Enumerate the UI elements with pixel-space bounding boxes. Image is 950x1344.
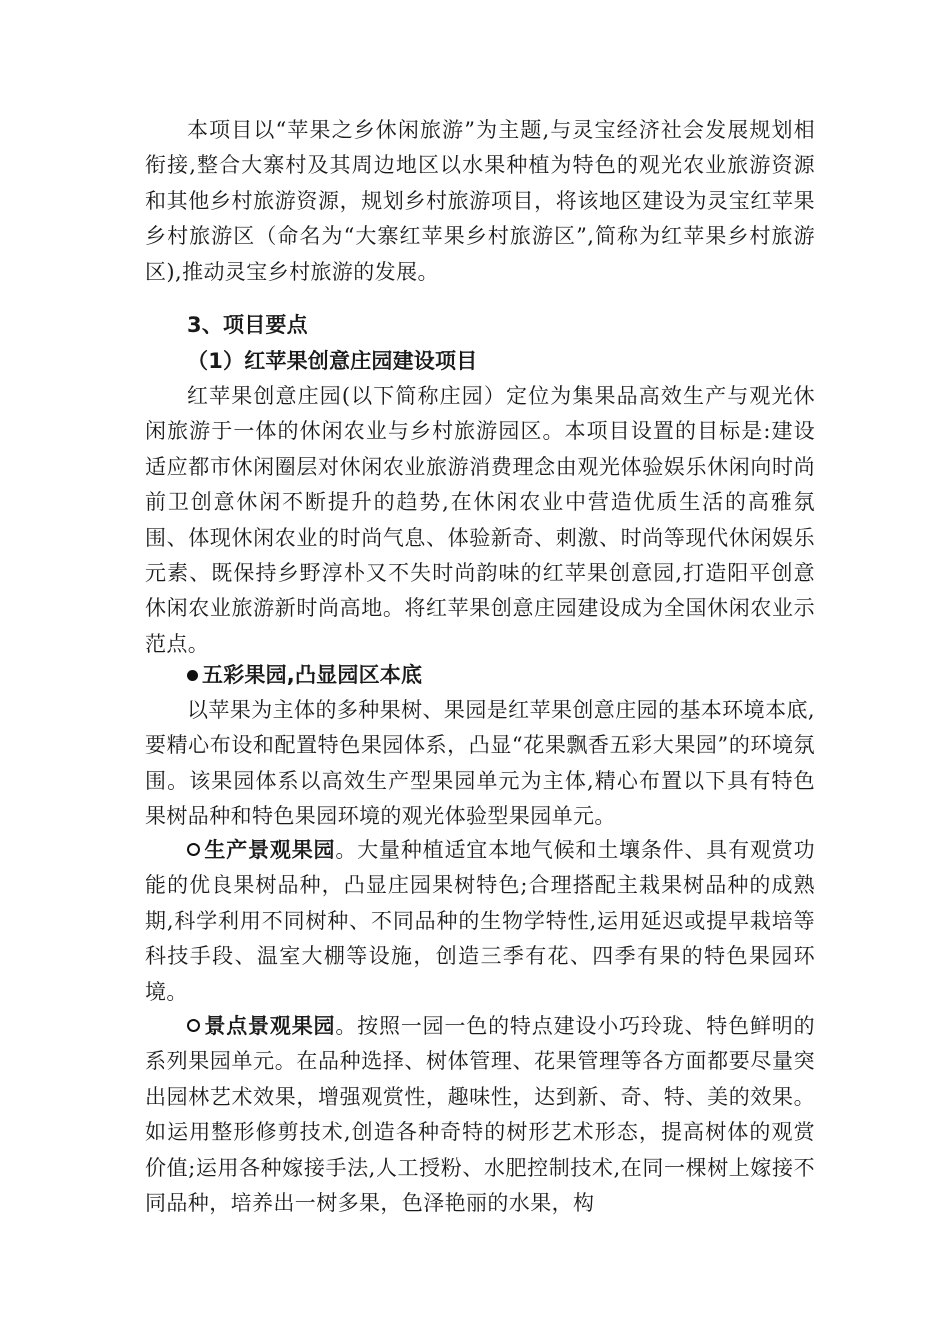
orchard-block — [145, 693, 815, 835]
hollow-bullet-icon — [187, 843, 200, 856]
production-text: 。大量种植适宜本地气候和土壤条件、具有观赏功能的优良果树品种，凸显庄园果树特色;合理搭配主栽果树品种的成熟期,科学利用不同树种、不同品种的生物学特性,运用延迟或提早栽培等科技手段、温室大棚等设施，创造三季有花、四季有果的特色果园环境。 — [145, 838, 815, 1004]
section-heading: 3、项目要点 — [187, 313, 308, 337]
scenic-text: 。按照一园一色的特点建设小巧玲珑、特色鲜明的系列果园单元。在品种选择、树体管理、花果管理等各方面都要尽量突出园林艺术效果，增强观赏性，趣味性，达到新、奇、特、美的效果。如运用整形修剪技术,创造各种奇特的树形艺术形态，提高树体的观赏价值;运用各种嫁接手法,人工授粉、水肥控制技术,在同一棵树上嫁接不同品种，培养出一树多果，色泽艳丽的水果，构 — [145, 1014, 815, 1216]
bullet-heading: 五彩果园,凸显园区本底 — [202, 663, 423, 687]
intro-paragraph: 本项目以“苹果之乡休闲旅游”为主题,与灵宝经济社会发展规划相衔接,整合大寨村及其周边地区以水果种植为特色的观光农业旅游资源和其他乡村旅游资源，规划乡村旅游项目，将该地区建设为灵宝红苹果乡村旅游区（命名为“大寨红苹果乡村旅游区”,简称为红苹果乡村旅游区),推动灵宝乡村旅游的发展。 — [145, 118, 815, 284]
filled-bullet-icon — [187, 670, 198, 681]
orchard-paragraph: 以苹果为主体的多种果树、果园是红苹果创意庄园的基本环境本底,要精心布设和配置特色果园体系，凸显“花果飘香五彩大果园”的环境氛围。该果园体系以高效生产型果园单元为主体,精心布置以下具有特色果树品种和特色果园环境的观光体验型果园单元。 — [145, 698, 815, 829]
scenic-lead: 景点景观果园 — [204, 1014, 336, 1038]
bullet-heading-line — [145, 658, 815, 693]
manor-paragraph: 红苹果创意庄园(以下简称庄园）定位为集果品高效生产与观光休闲旅游于一体的休闲农业与乡村旅游园区。本项目设置的目标是:建设适应都市休闲圈层对休闲农业旅游消费理念由观光体验娱乐休闲向时尚前卫创意休闲不断提升的趋势,在休闲农业中营造优质生活的高雅氛围、体现休闲农业的时尚气息、体验新奇、刺激、时尚等现代休闲娱乐元素、既保持乡野淳朴又不失时尚韵味的红苹果创意园,打造阳平创意休闲农业旅游新时尚高地。将红苹果创意庄园建设成为全国休闲农业示范点。 — [145, 384, 815, 656]
subsection-heading-block — [145, 344, 815, 379]
body-text-top — [145, 113, 815, 290]
scenic-paragraph — [145, 1009, 815, 1221]
section-heading-block — [145, 308, 815, 343]
hollow-bullet-icon — [187, 1019, 200, 1032]
production-paragraph — [145, 833, 815, 1010]
production-block — [145, 833, 815, 1010]
subsection-heading: （1）红苹果创意庄园建设项目 — [187, 349, 478, 373]
manor-block — [145, 379, 815, 662]
scenic-block — [145, 1009, 815, 1221]
production-lead: 生产景观果园 — [204, 838, 336, 862]
bullet-heading-block — [145, 658, 815, 693]
